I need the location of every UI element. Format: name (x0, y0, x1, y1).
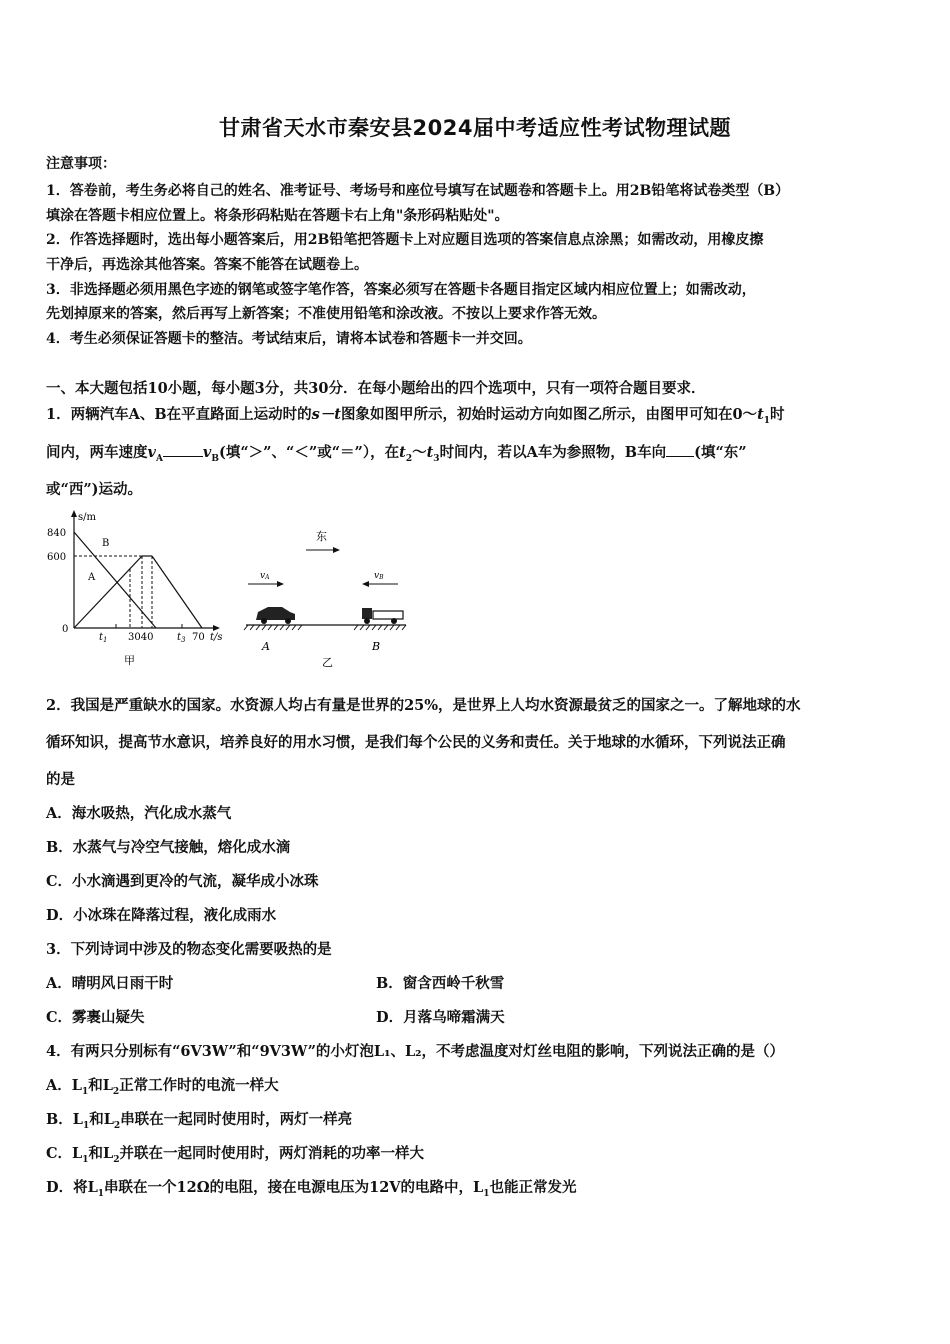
q4-text: 并联在一起同时使用时，两灯消耗的功率一样大 (119, 1145, 424, 1162)
q2-option-a[interactable]: A．海水吸热，汽化成水蒸气 (46, 805, 232, 822)
x-unit: t/s (210, 632, 223, 643)
y-axis-arrow (71, 510, 77, 517)
notice-line-4: 干净后，再选涂其他答案。答案不能答在试题卷上。 (46, 257, 368, 273)
q1-sub: 3 (433, 453, 440, 464)
q1-v: v (147, 444, 156, 461)
q4-text: C．L (46, 1145, 83, 1162)
q1-sub: 2 (405, 453, 413, 464)
q2-option-d[interactable]: D．小冰珠在降落过程，液化成雨水 (46, 907, 277, 924)
q1-line-2 (46, 441, 747, 464)
line-a-fall (152, 556, 202, 628)
q4-text: 和L (88, 1077, 113, 1094)
q4-stem: 4．有两只分别标有“6V3W”和“9V3W”的小灯泡L₁、L₂，不考虑温度对灯丝电阻的影响，下列说法正确的是（） (46, 1043, 785, 1060)
notice-heading: 注意事项： (46, 156, 116, 172)
q1-text: 1．两辆汽车A、B在平直路面上运动时的 (46, 406, 312, 423)
q4-sub: 2 (113, 1154, 120, 1165)
q1-text: 时 (770, 406, 785, 423)
tick-t1-main: t (99, 632, 104, 643)
q2-option-b[interactable]: B．水蒸气与冷空气接触，熔化成水滴 (46, 839, 291, 856)
q4-sub: 1 (97, 1188, 105, 1199)
q4-sub: 1 (483, 1188, 490, 1199)
q2-line-1: 2．我国是严重缺水的国家。水资源人均占有量是世界的25%，是世界上人均水资源最贫乏的国家之一。了解地球的水 (46, 697, 801, 714)
q1-text: (填“＞”、“＜”或“＝”），在 (218, 444, 400, 461)
east-label: 东 (316, 530, 327, 543)
q4-text: 串联在一个12Ω的电阻，接在电源电压为12V的电路中，L (104, 1179, 484, 1196)
q1-line-3: 或“西”)运动。 (46, 481, 143, 498)
vb-arrowhead (362, 581, 369, 587)
va-main: v (260, 571, 266, 581)
tick-3040: 3040 (128, 632, 154, 643)
truck-b-cab (362, 608, 372, 619)
car-a-wheel (285, 618, 291, 624)
q4-sub: 2 (112, 1086, 120, 1097)
caption-jia: 甲 (124, 654, 135, 667)
q3-stem: 3．下列诗词中涉及的物态变化需要吸热的是 (46, 941, 332, 958)
q4-text: D．将L (46, 1179, 98, 1196)
q3-option-d[interactable]: D．月落乌啼霜满天 (376, 1009, 505, 1026)
car-a-icon (256, 607, 295, 620)
q1-text: 时间内，若以A车为参照物，B车向 (439, 444, 667, 461)
tick-t3-main: t (177, 632, 182, 643)
q1-v: v (202, 444, 212, 461)
answer-blank-1[interactable] (163, 444, 203, 457)
q2-option-c[interactable]: C．小水滴遇到更冷的气流，凝华成小冰珠 (46, 873, 319, 890)
q4-option-a[interactable] (46, 1074, 279, 1097)
cars-diagram (244, 530, 406, 669)
va-sub: A (265, 574, 270, 581)
q1-text: 图象如图甲所示，初始时运动方向如图乙所示，由图甲可知在0～ (340, 406, 758, 423)
q4-text: 和L (88, 1145, 114, 1162)
caption-yi: 乙 (322, 656, 333, 669)
truck-b-wheel (391, 618, 397, 624)
q4-sub: 1 (82, 1120, 90, 1131)
q4-text: 正常工作时的电流一样大 (119, 1077, 279, 1094)
q2-line-2: 循环知识，提高节水意识，培养良好的用水习惯，是我们每个公民的义务和责任。关于地球的水循环，下列说法正确 (46, 734, 786, 751)
car-a-label: A (262, 640, 270, 653)
q3-option-c[interactable]: C．雾裹山疑失 (46, 1009, 145, 1026)
notice-line-6: 先划掉原来的答案，然后再写上新答案；不准使用铅笔和涂改液。不按以上要求作答无效。 (46, 306, 606, 322)
q2-line-3: 的是 (46, 771, 75, 788)
tick-70: 70 (192, 632, 205, 643)
q4-sub: 1 (82, 1154, 89, 1165)
q1-st: s－t (311, 406, 341, 423)
q4-option-b[interactable] (46, 1108, 352, 1131)
q1-t: t (426, 444, 434, 461)
tick-t1-label (99, 632, 108, 644)
truck-b-bed (373, 611, 403, 619)
q4-sub: 1 (81, 1086, 89, 1097)
notice-line-2: 填涂在答题卡相应位置上。将条形码粘贴在答题卡右上角"条形码粘贴处"。 (46, 208, 509, 224)
va-label (260, 571, 270, 581)
x-axis-arrow (213, 625, 220, 631)
series-label-b: B (102, 538, 110, 549)
tick-840: 840 (47, 528, 67, 539)
car-b-label: B (372, 640, 381, 653)
line-a-rise (74, 556, 142, 628)
vb-main: v (374, 571, 380, 581)
page-title: 甘肃省天水市秦安县2024届中考适应性考试物理试题 (219, 116, 731, 140)
notice-line-5: 3．非选择题必须用黑色字迹的钢笔或签字笔作答，答案必须写在答题卡各题目指定区域内相应位置上；如需改动， (46, 282, 756, 298)
origin-label: 0 (62, 624, 69, 635)
ground-hatch (244, 625, 406, 630)
q4-sub: 2 (113, 1120, 121, 1131)
car-a-wheel (261, 618, 267, 624)
q4-text: 也能正常发光 (489, 1179, 577, 1196)
q3-option-a[interactable]: A．晴明风日雨干时 (46, 975, 174, 992)
q1-figure (44, 508, 424, 673)
notice-line-1: 1．答卷前，考生务必将自己的姓名、准考证号、考场号和座位号填写在试题卷和答题卡上。用2B铅笔将试卷类型（B） (46, 183, 790, 199)
q4-option-d[interactable] (46, 1176, 577, 1199)
q1-line-1 (46, 403, 785, 426)
tick-600: 600 (47, 552, 67, 563)
q4-text: 串联在一起同时使用时，两灯一样亮 (120, 1111, 353, 1128)
q1-sub: 1 (763, 415, 771, 426)
q4-text: B．L (46, 1111, 83, 1128)
y-label: s/m (78, 512, 96, 523)
vb-sub: B (379, 574, 384, 581)
notice-line-3: 2．作答选择题时，选出每小题答案后，用2B铅笔把答题卡上对应题目选项的答案信息点涂黑；如需改动，用橡皮擦 (46, 232, 764, 248)
q4-text: A．L (46, 1077, 82, 1094)
q1-text: 间内，两车速度 (46, 444, 148, 461)
series-label-a: A (88, 572, 96, 583)
notice-line-7: 4．考生必须保证答题卡的整洁。考试结束后，请将本试卷和答题卡一并交回。 (46, 331, 532, 347)
st-graph (47, 510, 223, 667)
q1-sub: A (155, 453, 163, 464)
q1-t: t (399, 444, 406, 461)
tick-t3-sub: 3 (181, 636, 186, 644)
section-intro: 一、本大题包括10小题，每小题3分，共30分．在每小题给出的四个选项中，只有一项符合题目要求． (46, 380, 706, 397)
va-arrowhead (277, 581, 284, 587)
east-arrowhead (333, 547, 340, 553)
tick-t1-sub: 1 (103, 636, 108, 644)
q3-option-b[interactable]: B．窗含西岭千秋雪 (376, 975, 505, 992)
q4-text: 和L (89, 1111, 114, 1128)
q1-t: t (757, 406, 764, 423)
line-b (74, 532, 156, 628)
q4-option-c[interactable] (46, 1142, 424, 1165)
vb-label (374, 571, 384, 581)
tick-t3-label (177, 632, 186, 644)
q1-sub: B (211, 453, 219, 464)
q1-text: (填“东” (694, 444, 747, 461)
answer-blank-2[interactable] (666, 444, 694, 457)
truck-b-wheel (364, 618, 370, 624)
q1-text: ～ (412, 444, 427, 461)
